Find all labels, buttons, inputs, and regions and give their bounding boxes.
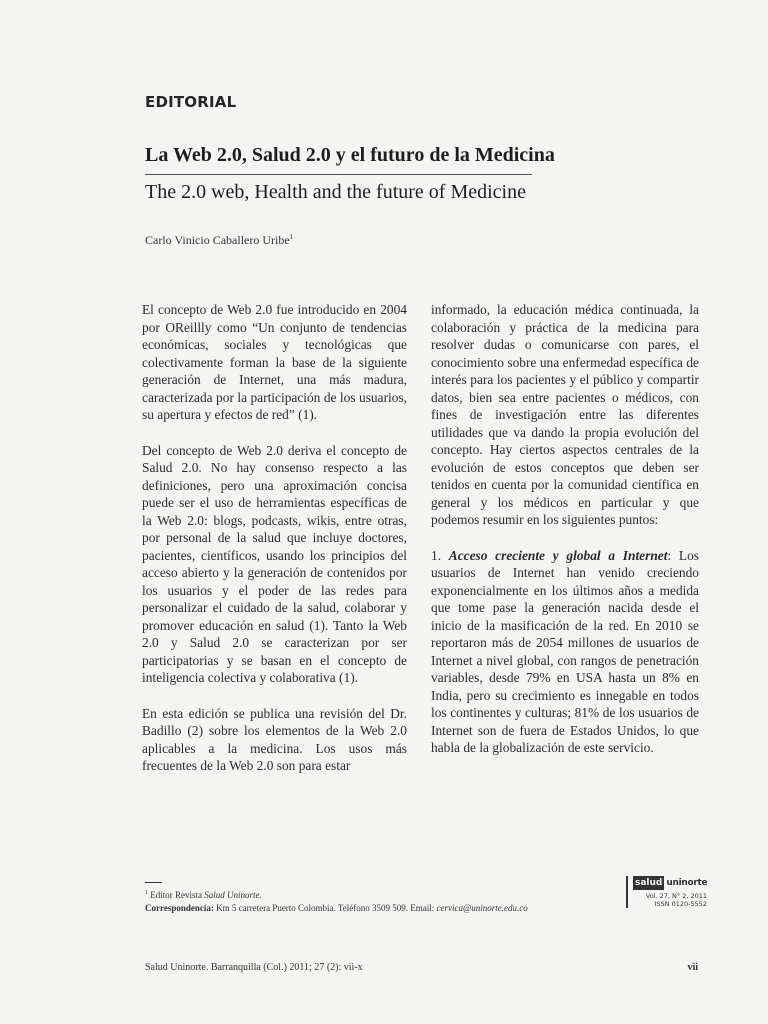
page-number: vii [687, 962, 698, 973]
author-footnote-mark: 1 [289, 233, 294, 241]
footnote-editor [145, 887, 528, 902]
section-label: EDITORIAL [145, 93, 237, 111]
correspondence-text: Km 5 carretera Puerto Colombia. Teléfono 3509 509. Email: [213, 903, 437, 913]
point-heading: Acceso creciente y global a Internet [448, 547, 668, 563]
correspondence-email: cervica@uninorte.edu.co [436, 903, 528, 913]
journal-logo-mark [633, 876, 707, 890]
correspondence-label: Correspondencia: [145, 903, 214, 913]
volume-info: Vol. 27, N° 2, 2011 [645, 892, 707, 900]
paragraph: En esta edición se publica una revisión del Dr. Badillo (2) sobre los elementos de la Web 2.0 aplicables a la medicina. Los usos más frecuentes de la Web 2.0 son para estar [142, 705, 407, 773]
footnotes [145, 887, 528, 915]
list-number: 1. [431, 547, 449, 563]
author-line [145, 233, 293, 248]
point-text: : Los usuarios de Internet han venido creciendo exponencialmente en los últimos años a medida que tome pase la generación nacida desde el inicio de la masificación de la red. En 2010 se reportaron más de 2054 millones de usuarios de Internet a nivel global, con rangos de penetración variables, desde 79% en USA hasta un 8% en India, pero su crecimiento es innegable en todos los continentes y culturas; 81% de los usuarios de Internet son de fuera de Estados Unidos, lo que habla de la globalización de este servicio. [431, 547, 699, 755]
issn: ISSN 0120-5552 [654, 900, 707, 908]
article-title-spanish: La Web 2.0, Salud 2.0 y el futuro de la Medicina [145, 144, 555, 166]
article-title-english: The 2.0 web, Health and the future of Medicine [145, 181, 526, 203]
logo-word-2: uninorte [666, 878, 708, 888]
body-column-left [142, 301, 407, 793]
journal-logo [626, 876, 707, 908]
title-divider [145, 174, 532, 175]
body-column-right [431, 301, 699, 775]
author-name: Carlo Vinicio Caballero Uribe [145, 233, 290, 247]
paragraph [431, 547, 699, 757]
footnote-correspondence [145, 902, 528, 915]
paragraph: Del concepto de Web 2.0 deriva el concepto de Salud 2.0. No hay consenso respecto a las definiciones, pero una aproximación concisa puede ser el uso de herramientas específicas de la Web 2.0: blogs, podcasts, wikis, entre otras, por personal de la salud que incluye doctores, pacientes, científicos, usando los principios del acceso abierto y la generación de contenidos por los usuarios y el poder de las redes para personalizar el cuidado de la salud, colaborar y promover educación en salud (1). Tanto la Web 2.0 y Salud 2.0 se caracterizan por ser participatorias y se basan en el concepto de inteligencia colectiva y colaborativa (1). [142, 442, 407, 685]
footnote-editor-prefix: Editor Revista [148, 890, 205, 900]
paragraph: informado, la educación médica continuada, la colaboración y práctica de la medicina para resolver dudas o comunicarse con pares, el conocimiento sobre una enfermedad específica de interés para los pacientes y el público y compartir datos, bien sea entre pacientes o médicos, con fines de investigación entre las diferentes utilidades que va dando la propia evolución del concepto. Hay ciertos aspectos centrales de la evolución de estos conceptos que deben ser tenidos en cuenta por la comunidad científica en general y los médicos en particular y que podemos resumir en los siguientes puntos: [431, 302, 699, 527]
paragraph: El concepto de Web 2.0 fue introducido en 2004 por OReillly como “Un conjunto de tendencias económicas, sociales y tecnológicas que colectivamente forman la base de la siguiente generación de Internet, una más madura, caracterizada por la participación de los usuarios, su apertura y efectos de red” (1). [142, 302, 407, 422]
footnote-editor-suffix: . [259, 890, 262, 900]
footnote-divider [145, 882, 162, 883]
running-footer: Salud Uninorte. Barranquilla (Col.) 2011; 27 (2): vii-x [145, 962, 363, 973]
footnote-mark: 1 [145, 890, 148, 896]
logo-word-1: salud [635, 878, 663, 888]
footnote-journal: Salud Uninorte [204, 890, 260, 900]
